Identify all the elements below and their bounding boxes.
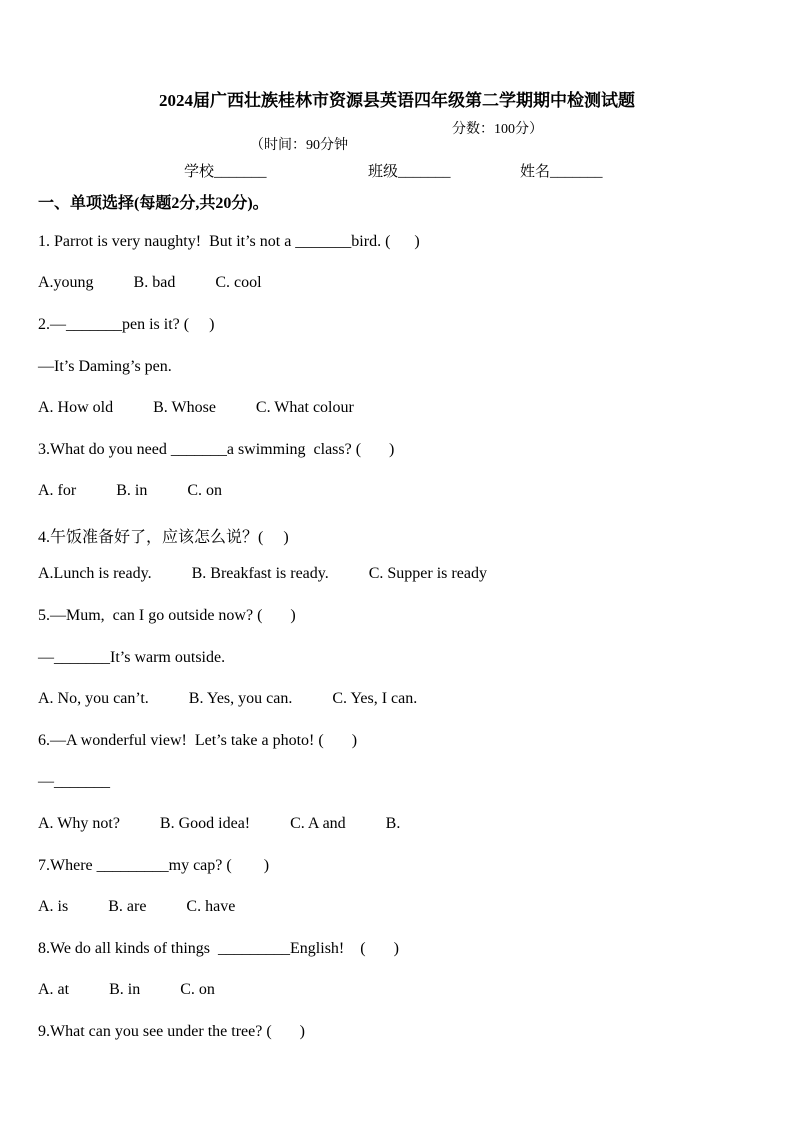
options-line: A. is B. are C. have xyxy=(38,898,236,915)
options-line: A. for B. in C. on xyxy=(38,482,222,499)
name-field: 姓名_______ xyxy=(520,164,603,180)
question-line: 5.—Mum, can I go outside now? ( ) xyxy=(38,607,296,624)
question-line: 1. Parrot is very naughty! But it’s not a _______bird. ( ) xyxy=(38,233,420,250)
page-title: 2024届广西壮族桂林市资源县英语四年级第二学期期中检测试题 xyxy=(159,91,635,110)
options-line: A. No, you can’t. B. Yes, you can. C. Yes, I can. xyxy=(38,690,418,707)
options-line: A. How old B. Whose C. What colour xyxy=(38,399,354,416)
class-field: 班级_______ xyxy=(368,164,451,180)
exam-time: （时间：90分钟 xyxy=(250,138,348,153)
question-line: 7.Where _________my cap? ( ) xyxy=(38,857,270,874)
school-field: 学校_______ xyxy=(184,164,267,180)
options-line: A. Why not? B. Good idea! C. A and B. xyxy=(38,815,401,832)
section-heading: 一、单项选择(每题2分,共20分)。 xyxy=(38,195,269,212)
question-line: 3.What do you need _______a swimming class? ( ) xyxy=(38,441,395,458)
options-line: A.Lunch is ready. B. Breakfast is ready. C. Supper is ready xyxy=(38,565,487,582)
question-line: 9.What can you see under the tree? ( ) xyxy=(38,1023,305,1040)
question-line: —_______ xyxy=(38,773,110,790)
question-line: 8.We do all kinds of things _________English! ( ) xyxy=(38,940,399,957)
question-line: —It’s Daming’s pen. xyxy=(38,358,172,375)
exam-score: 分数：100分） xyxy=(452,122,543,137)
question-line: 2.—_______pen is it? ( ) xyxy=(38,316,215,333)
question-line: —_______It’s warm outside. xyxy=(38,649,226,666)
question-line: 6.—A wonderful view! Let’s take a photo! ( ) xyxy=(38,732,358,749)
question-line: 4.午饭准备好了，应该怎么说？( ) xyxy=(38,529,289,546)
options-line: A.young B. bad C. cool xyxy=(38,274,262,291)
options-line: A. at B. in C. on xyxy=(38,981,215,998)
